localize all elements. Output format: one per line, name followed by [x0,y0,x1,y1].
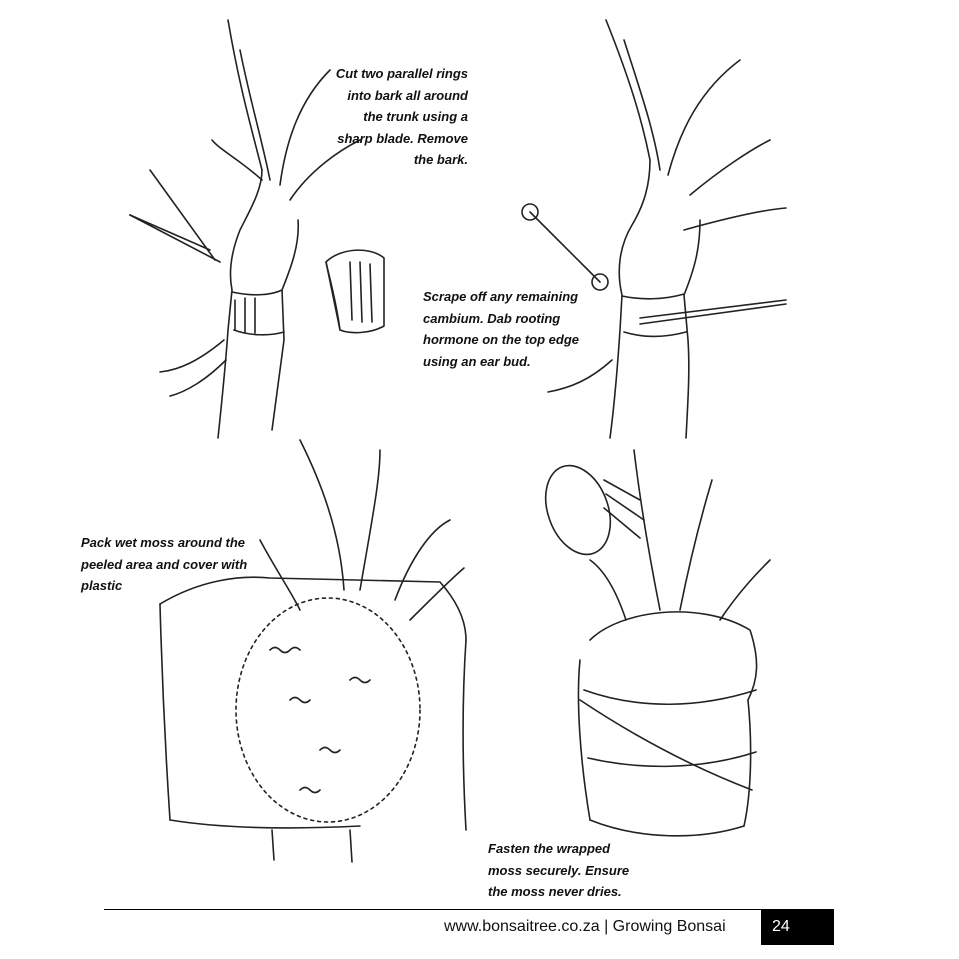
illustration-fastened-wrap [534,450,770,836]
caption-line: hormone on the top edge [423,332,579,347]
caption-line: plastic [81,578,123,593]
caption-line: sharp blade. Remove [337,130,468,146]
footer-rule [104,909,834,910]
caption-line: Pack wet moss around the [81,535,245,550]
footer-text: www.bonsaitree.co.za | Growing Bonsai [444,918,726,935]
caption-pack-moss [81,532,271,597]
caption-line: Fasten the wrapped [488,841,611,856]
caption-line: using an ear bud. [423,353,531,369]
caption-line: the trunk using a [363,109,468,124]
caption-line: the moss never dries. [488,884,622,899]
illustration-rooting-hormone [522,20,786,438]
caption-cut-rings [300,63,468,171]
page-number: 24 [772,918,790,935]
illustration-moss-plastic [160,440,466,862]
caption-line: moss securely. Ensure [488,862,630,878]
caption-fasten-moss [488,838,648,903]
caption-line: into bark all around [347,87,468,103]
caption-line: the bark. [413,152,468,167]
caption-scrape-cambium [423,286,613,372]
caption-line: cambium. Dab rooting [423,310,561,326]
caption-line: Cut two parallel rings [335,66,468,81]
caption-line: Scrape off any remaining [423,289,579,304]
caption-line: peeled area and cover with [81,556,248,572]
